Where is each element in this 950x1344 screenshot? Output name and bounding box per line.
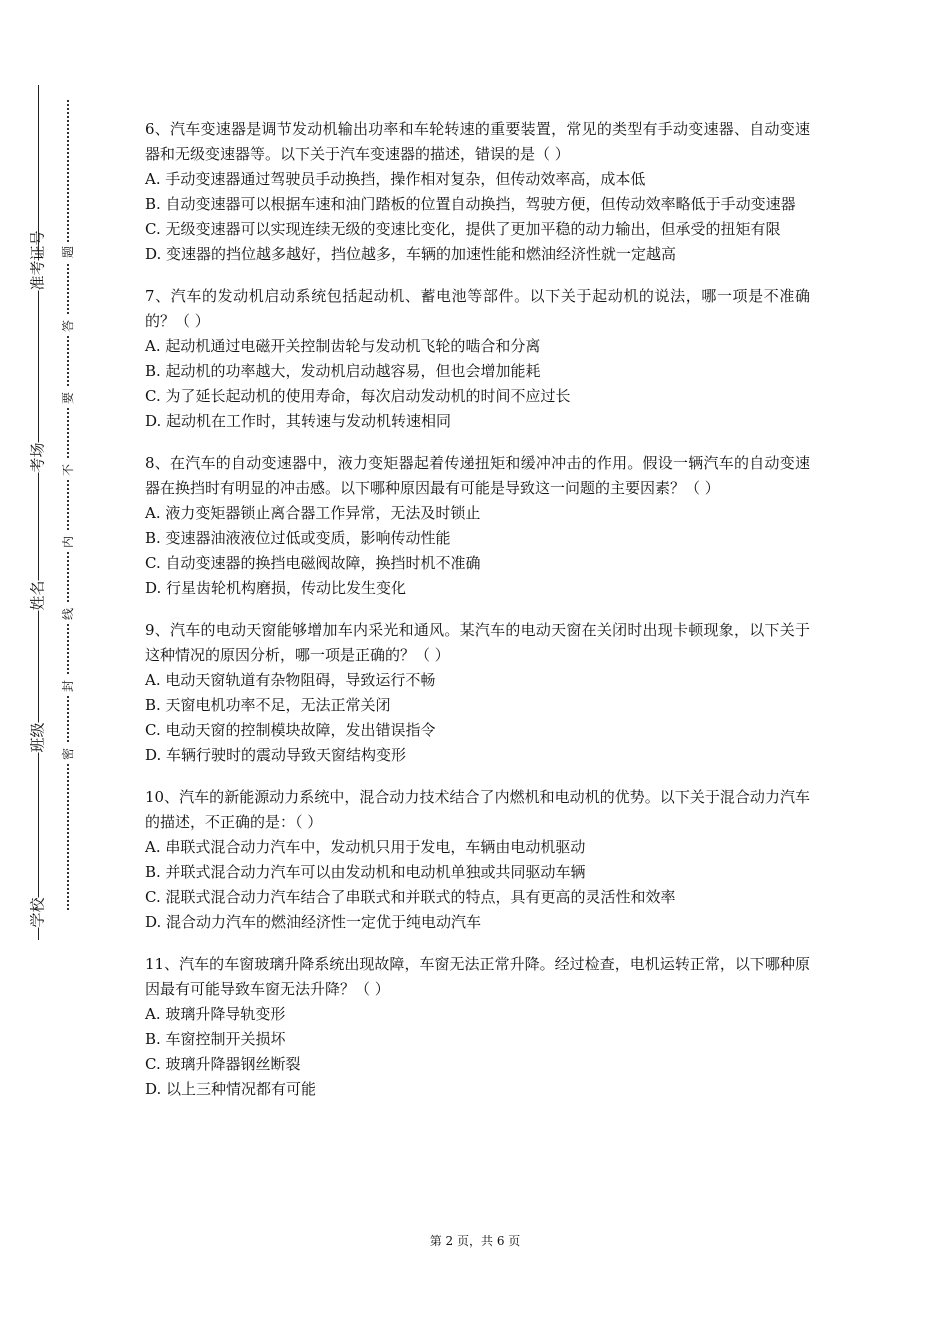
question-11 — [145, 952, 810, 1102]
page-number: 第 2 页，共 6 页 — [429, 1234, 521, 1248]
option-d: D. 行星齿轮机构磨损，传动比发生变化 — [145, 579, 407, 597]
label-school: 学校 — [28, 897, 47, 928]
question-stem: 9、汽车的电动天窗能够增加车内采光和通风。某汽车的电动天窗在关闭时出现卡顿现象，以下关于这种情况的原因分析，哪一项是正确的？（ ） — [145, 621, 810, 664]
option-a: A. 电动天窗轨道有杂物阻碍，导致运行不畅 — [145, 671, 436, 689]
question-9 — [145, 618, 810, 768]
option-d: D. 混合动力汽车的燃油经济性一定优于纯电动汽车 — [145, 913, 482, 931]
question-7 — [145, 284, 810, 434]
option-a: A. 玻璃升降导轨变形 — [145, 1005, 286, 1023]
seal-char: 不 — [60, 460, 76, 480]
option-a: A. 起动机通过电磁开关控制齿轮与发动机飞轮的啮合和分离 — [145, 337, 541, 355]
option-c: C. 无级变速器可以实现连续无级的变速比变化，提供了更加平稳的动力输出，但承受的扭矩有限 — [145, 220, 781, 238]
question-list — [145, 117, 810, 1119]
question-10 — [145, 785, 810, 935]
question-6 — [145, 117, 810, 267]
binding-solid-line — [38, 85, 39, 940]
seal-dotted-line — [67, 100, 69, 910]
label-class: 班级 — [28, 722, 47, 753]
label-name: 姓名 — [28, 580, 47, 611]
question-8 — [145, 451, 810, 601]
option-c: C. 电动天窗的控制模块故障，发出错误指令 — [145, 721, 436, 739]
question-stem: 11、汽车的车窗玻璃升降系统出现故障，车窗无法正常升降。经过检查，电机运转正常，以下哪种原因最有可能导致车窗无法升降？（ ） — [145, 955, 810, 998]
question-stem: 6、汽车变速器是调节发动机输出功率和车轮转速的重要装置，常见的类型有手动变速器、自动变速器和无级变速器等。以下关于汽车变速器的描述，错误的是（ ） — [145, 120, 810, 163]
label-exam-number: 准考证号 — [28, 230, 47, 291]
option-b: B. 天窗电机功率不足，无法正常关闭 — [145, 696, 391, 714]
option-c: C. 混联式混合动力汽车结合了串联式和并联式的特点，具有更高的灵活性和效率 — [145, 888, 676, 906]
seal-char: 线 — [60, 604, 76, 624]
option-b: B. 起动机的功率越大，发动机启动越容易，但也会增加能耗 — [145, 362, 541, 380]
option-b: B. 车窗控制开关损坏 — [145, 1030, 286, 1048]
seal-char: 密 — [60, 744, 76, 764]
option-c: C. 为了延长起动机的使用寿命，每次启动发动机的时间不应过长 — [145, 387, 571, 405]
option-a: A. 液力变矩器锁止离合器工作异常，无法及时锁止 — [145, 504, 481, 522]
option-d: D. 起动机在工作时，其转速与发动机转速相同 — [145, 412, 452, 430]
seal-char: 内 — [60, 532, 76, 552]
seal-char: 题 — [60, 242, 76, 262]
option-c: C. 自动变速器的换挡电磁阀故障，换挡时机不准确 — [145, 554, 481, 572]
seal-char: 答 — [60, 316, 76, 336]
option-a: A. 串联式混合动力汽车中，发动机只用于发电，车辆由电动机驱动 — [145, 838, 586, 856]
question-stem: 7、汽车的发动机启动系统包括起动机、蓄电池等部件。以下关于起动机的说法，哪一项是不准确的？（ ） — [145, 287, 810, 330]
option-b: B. 自动变速器可以根据车速和油门踏板的位置自动换挡，驾驶方便，但传动效率略低于手动变速器 — [145, 195, 796, 213]
option-d: D. 变速器的挡位越多越好，挡位越多，车辆的加速性能和燃油经济性就一定越高 — [145, 245, 677, 263]
option-b: B. 并联式混合动力汽车可以由发动机和电动机单独或共同驱动车辆 — [145, 863, 586, 881]
option-d: D. 以上三种情况都有可能 — [145, 1080, 317, 1098]
option-b: B. 变速器油液液位过低或变质，影响传动性能 — [145, 529, 451, 547]
option-d: D. 车辆行驶时的震动导致天窗结构变形 — [145, 746, 407, 764]
seal-char: 要 — [60, 388, 76, 408]
seal-char: 封 — [60, 676, 76, 696]
question-stem: 10、汽车的新能源动力系统中，混合动力技术结合了内燃机和电动机的优势。以下关于混合动力汽车的描述，不正确的是：（ ） — [145, 788, 810, 831]
label-exam-room: 考场 — [28, 442, 47, 473]
question-stem: 8、在汽车的自动变速器中，液力变矩器起着传递扭矩和缓冲冲击的作用。假设一辆汽车的自动变速器在换挡时有明显的冲击感。以下哪种原因最有可能是导致这一问题的主要因素？（ ） — [145, 454, 810, 497]
binding-margin — [0, 0, 90, 1344]
option-a: A. 手动变速器通过驾驶员手动换挡，操作相对复杂，但传动效率高，成本低 — [145, 170, 646, 188]
option-c: C. 玻璃升降器钢丝断裂 — [145, 1055, 301, 1073]
